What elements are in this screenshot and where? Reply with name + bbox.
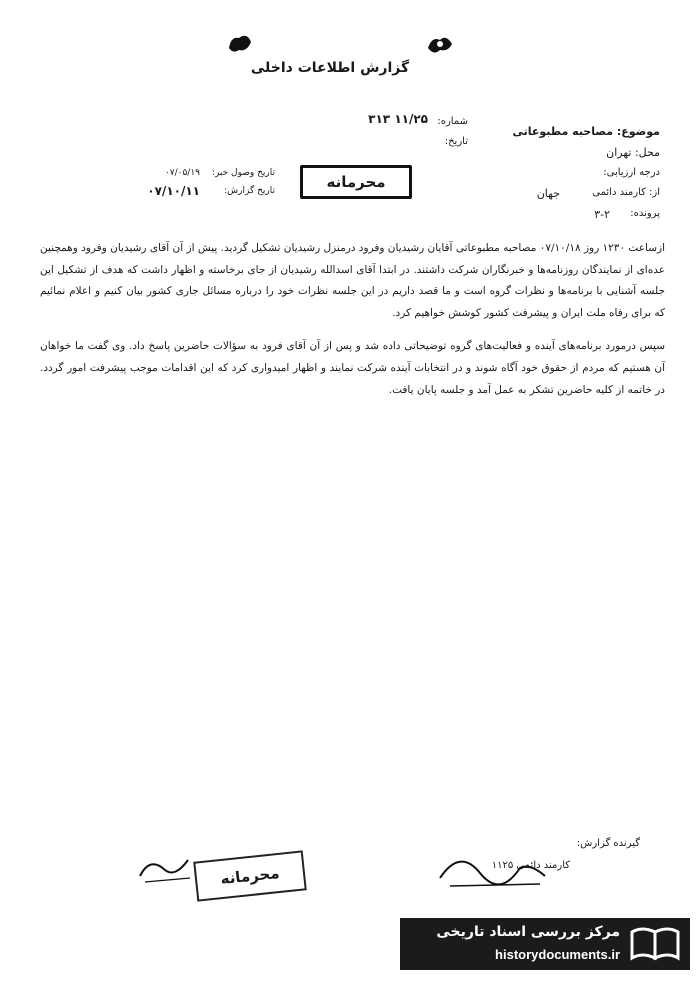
report-date-value: ۰۷/۱۰/۱۱: [147, 184, 200, 198]
receive-date-label: تاریخ وصول خبر:: [211, 168, 275, 178]
report-body: [40, 238, 665, 401]
document-title: گزارش اطلاعات داخلی: [250, 60, 410, 76]
number-value: ۱۱/۲۵ ۳۱۳: [368, 112, 428, 126]
recipient-value: کارمند دائمی ۱۱۲۵: [491, 860, 570, 871]
signature-icon: [420, 838, 560, 898]
initials-icon: [130, 848, 200, 888]
body-paragraph: ازساعت ۱۲۳۰ روز ۰۷/۱۰/۱۸ مصاحبه مطبوعاتی آقایان رشیدیان وفرود درمنزل رشیدیان تشکیل گردید. پیش از آن آقای رشیدیان وفرود وهمچنین عده‌ای از نمایندگان روزنامه‌ها و خبرنگاران شرکت داشتند. در ابتدا آقای اسدالله رشیدیان از جای برخاسته و اظهار داشت که هدف از تشکیل این جلسه آشنایی با برنامه‌ها و نظرات گروه است و ما قصد داریم در این جلسه نظرات خود را درباره مسائل جاری کشور بیان کنیم و اعلام نمائیم که برای رفاه ملت ایران و پیشرفت کشور کوشش خواهیم کرد.: [40, 242, 665, 319]
watermark-title: مرکز بررسی اسناد تاریخی: [436, 924, 620, 940]
recipient-label: گیرنده گزارش:: [576, 838, 640, 849]
book-logo-icon: [628, 924, 682, 964]
subject-line: موضوع: مصاحبه مطبوعاتی: [512, 125, 660, 138]
from-label: از: کارمند دائمی: [592, 187, 660, 198]
date-label: تاریخ:: [444, 136, 468, 147]
place-line: محل: تهران: [606, 146, 660, 159]
from-value: جهان: [536, 187, 560, 200]
confidential-stamp: محرمانه: [300, 165, 412, 199]
number-label: شماره:: [437, 116, 468, 127]
file-value: ۳-۲: [594, 208, 610, 221]
source-line: درجه ارزیابی:: [603, 167, 660, 178]
watermark-url: historydocuments.ir: [495, 947, 620, 962]
confidential-stamp-bottom: محرمانه: [193, 850, 307, 901]
receive-date-value: ۰۷/۰۵/۱۹: [164, 168, 200, 178]
report-date-label: تاریخ گزارش:: [224, 186, 275, 196]
file-label: پرونده:: [630, 208, 660, 219]
body-paragraph: سپس درمورد برنامه‌های آینده و فعالیت‌های گروه توضیحاتی داده شد و پس از آن آقای فرود به سؤالات حاضرین پاسخ داد. وی گفت ما خواهان آن هستیم که مردم از حقوق خود آگاه شوند و در انتخابات آینده شرکت نمایند و اظهار امیدواری کرد که این اقدامات موجب پیشرفت امور گردد. در خاتمه از کلیه حاضرین تشکر به عمل آمد و جلسه پایان یافت.: [40, 340, 665, 396]
archive-watermark: [400, 918, 690, 970]
emblem-icon: [420, 30, 460, 60]
seal-icon: [225, 30, 255, 56]
